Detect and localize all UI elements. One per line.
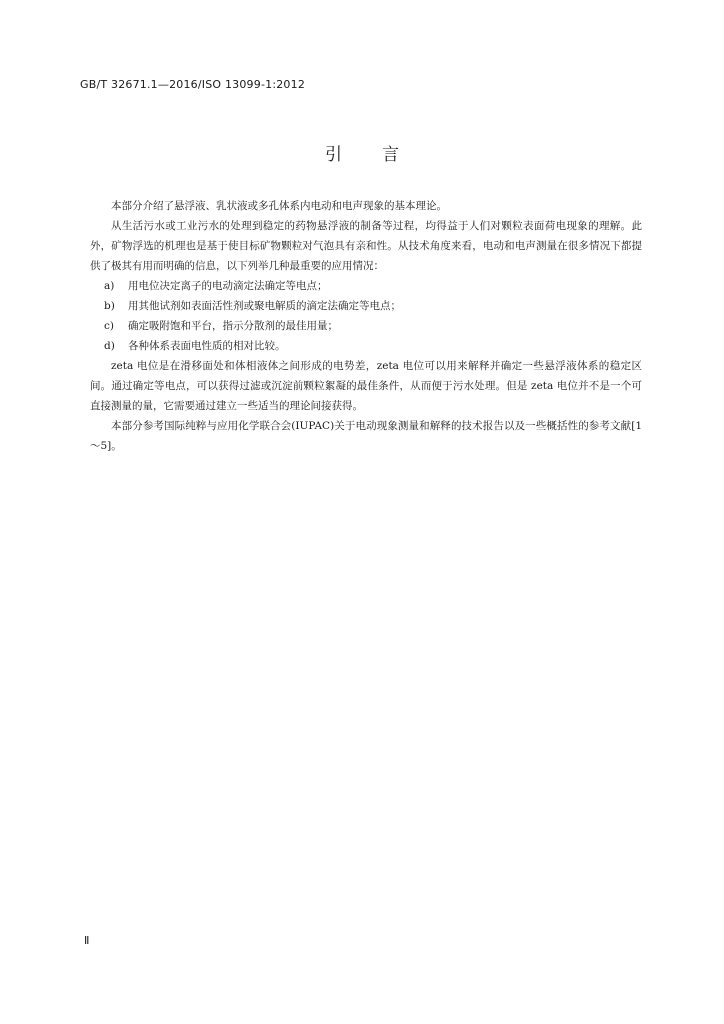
list-item-text: 确定吸附饱和平台，指示分散剂的最佳用量；	[128, 320, 338, 332]
document-body	[90, 196, 642, 456]
page-number: Ⅱ	[84, 934, 90, 947]
paragraph-applications: 从生活污水或工业污水的处理到稳定的药物悬浮液的制备等过程，均得益于人们对颗粒表面荷电现象的理解。此外，矿物浮选的机理也是基于使目标矿物颗粒对气泡具有亲和性。从技术角度来看，电动和电声测量在很多情况下都提供了极其有用而明确的信息，以下列举几种最重要的应用情况：	[90, 220, 642, 272]
list-item-text: 各种体系表面电性质的相对比较。	[128, 340, 286, 352]
paragraph-references: 本部分参考国际纯粹与应用化学联合会(IUPAC)关于电动现象测量和解释的技术报告以及一些概括性的参考文献[1～5]。	[90, 420, 642, 452]
standard-header: GB/T 32671.1—2016/ISO 13099-1:2012	[80, 78, 306, 91]
list-item	[90, 276, 642, 296]
list-item	[90, 316, 642, 336]
list-item-marker: c)	[104, 320, 114, 332]
list-item-text: 用电位决定离子的电动滴定法确定等电点；	[128, 280, 328, 292]
list-item	[90, 336, 642, 356]
list-item-marker: b)	[104, 300, 115, 312]
list-item-text: 用其他试剂如表面活性剂或聚电解质的滴定法确定等电点；	[128, 300, 401, 312]
list-item-marker: d)	[104, 340, 115, 352]
page-title: 引言	[325, 145, 439, 165]
list-item-marker: a)	[104, 280, 115, 292]
paragraph-intro: 本部分介绍了悬浮液、乳状液或多孔体系内电动和电声现象的基本理论。	[111, 200, 447, 212]
list-item	[90, 296, 642, 316]
paragraph-zeta-potential: zeta 电位是在滑移面处和体相液体之间形成的电势差，zeta 电位可以用来解释并确定一些悬浮液体系的稳定区间。通过确定等电点，可以获得过滤或沉淀前颗粒絮凝的最佳条件，从而便于污水处理。但是 zeta 电位并不是一个可直接测量的量，它需要通过建立一些适当的理论间接获得。	[90, 360, 642, 412]
